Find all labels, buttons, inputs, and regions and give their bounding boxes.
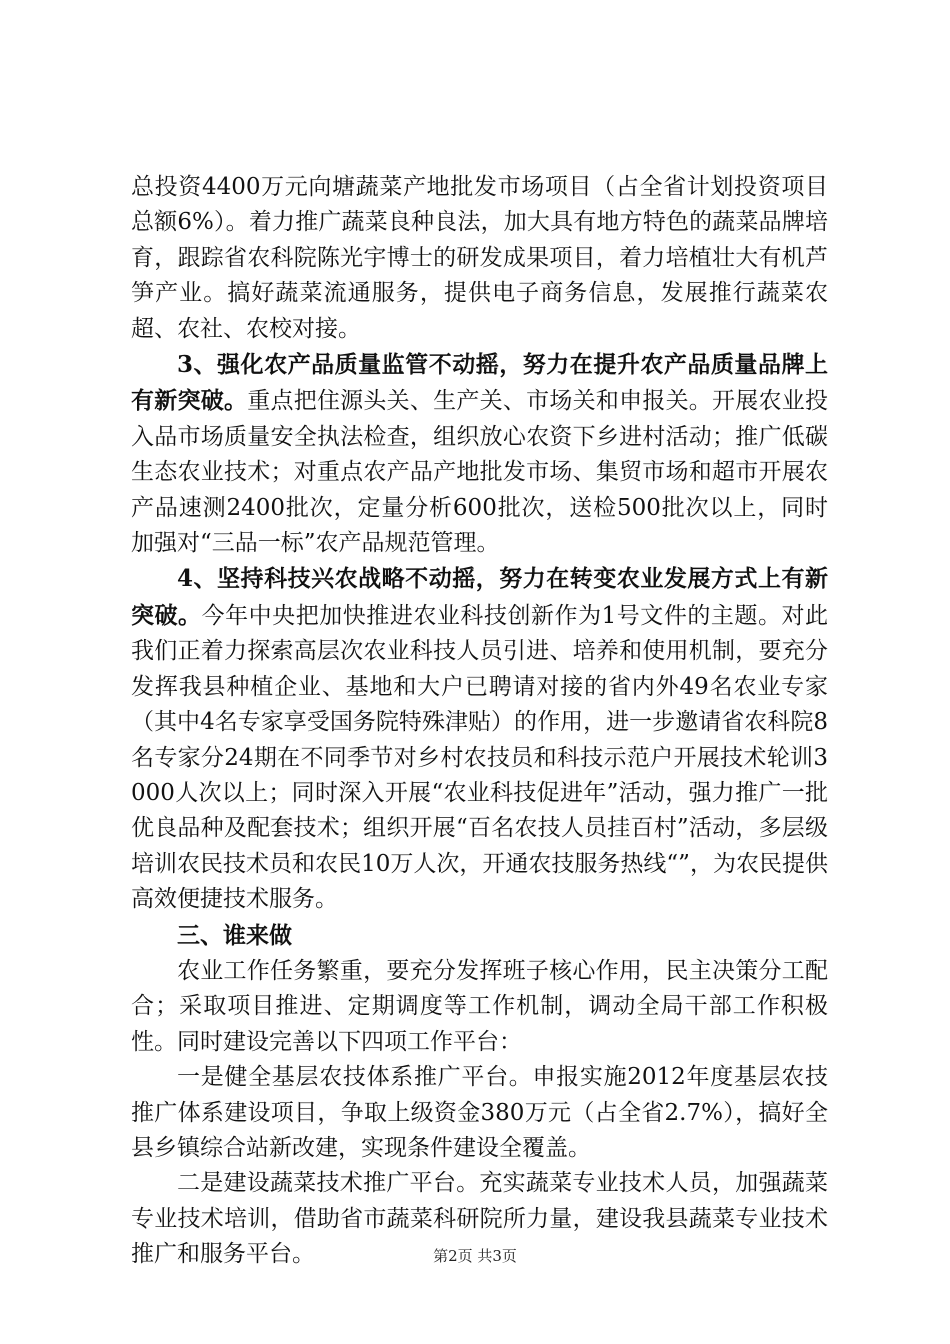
paragraph-tech-agriculture — [131, 561, 828, 917]
document-body — [131, 170, 828, 1273]
section-heading-who — [131, 918, 828, 954]
paragraph-text: 今年中央把加快推进农业科技创新作为1号文件的主题。对此我们正着力探索高层次农业科技人员引进、培养和使用机制，要充分发挥我县种植企业、基地和大户已聘请对接的省内外49名农业专家（其中4名专家享受国务院特殊津贴）的作用，进一步邀请省农科院8名专家分24期在不同季节对乡村农技员和科技示范户开展技术轮训3000人次以上；同时深入开展“农业科技促进年”活动，强力推广一批优良品种及配套技术；组织开展“百名农技人员挂百村”活动，多层级培训农民技术员和农民10万人次，开通农技服务热线“”，为农民提供高效便捷技术服务。 — [131, 602, 828, 913]
page-number-label: 第2页 共3页 — [433, 1247, 517, 1265]
page-footer — [0, 1245, 950, 1266]
paragraph-quality-supervision — [131, 347, 828, 561]
paragraph-heading: 4、坚持科技兴农战略不动摇，努力在转变农业发展方式上有新突破。 — [131, 565, 828, 629]
paragraph-work-platforms — [131, 954, 828, 1060]
paragraph-platform-one — [131, 1060, 828, 1166]
paragraph-text: 农业工作任务繁重，要充分发挥班子核心作用，民主决策分工配合；采取项目推进、定期调度等工作机制，调动全局干部工作积极性。同时建设完善以下四项工作平台： — [131, 957, 828, 1055]
paragraph-heading: 3、强化农产品质量监管不动摇，努力在提升农产品质量品牌上有新突破。 — [131, 351, 828, 415]
paragraph-text: 总投资4400万元向塘蔬菜产地批发市场项目（占全省计划投资项目总额6%）。着力推广蔬菜良种良法，加大具有地方特色的蔬菜品牌培育，跟踪省农科院陈光宇博士的研发成果项目，着力培植壮大有机芦笋产业。搞好蔬菜流通服务，提供电子商务信息，发展推行蔬菜农超、农社、农校对接。 — [131, 174, 828, 342]
paragraph-text: 一是健全基层农技体系推广平台。申报实施2012年度基层农技推广体系建设项目，争取上级资金380万元（占全省2.7%），搞好全县乡镇综合站新改建，实现条件建设全覆盖。 — [131, 1064, 828, 1161]
section-heading-text: 三、谁来做 — [177, 921, 292, 949]
paragraph-continued — [131, 170, 828, 347]
paragraph-text: 二是建设蔬菜技术推广平台。充实蔬菜专业技术人员，加强蔬菜专业技术培训，借助省市蔬菜科研院所力量，建设我县蔬菜专业技术推广和服务平台。 — [131, 1170, 828, 1268]
paragraph-text: 重点把住源头关、生产关、市场关和申报关。开展农业投入品市场质量安全执法检查，组织放心农资下乡进村活动；推广低碳生态农业技术；对重点农产品产地批发市场、集贸市场和超市开展农产品速测2400批次，定量分析600批次，送检500批次以上，同时加强对“三品一标”农产品规范管理。 — [131, 388, 829, 557]
